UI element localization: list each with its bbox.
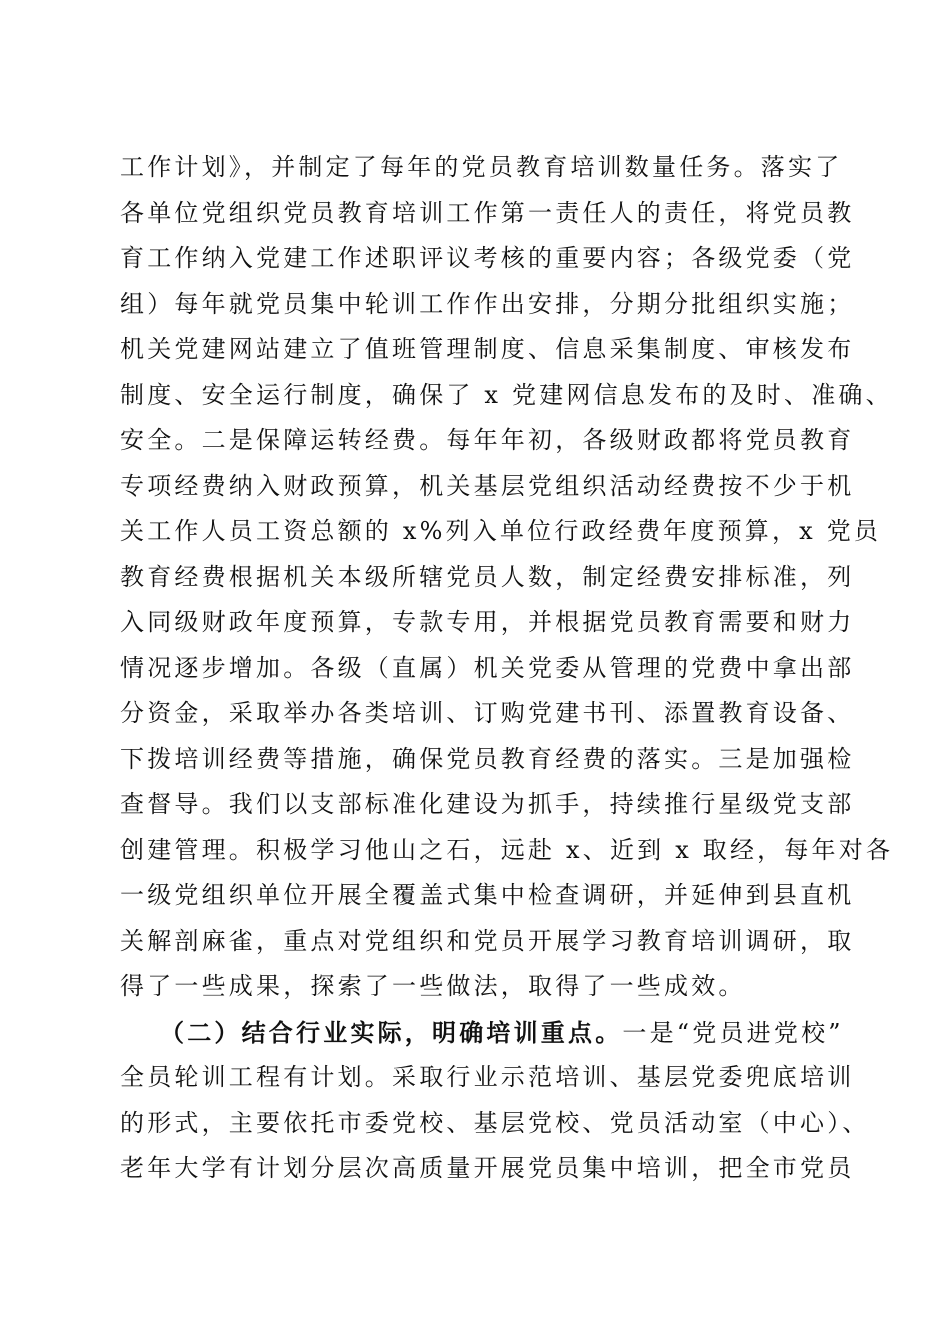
paragraph-line: 安全。二是保障运转经费。每年年初，各级财政都将党员教育 [120,426,855,454]
paragraph-line: 教育经费根据机关本级所辖党员人数，制定经费安排标准，列 [120,562,855,591]
paragraph-line: 各单位党组织党员教育培训工作第一责任人的责任，将党员教 [120,198,855,227]
paragraph-line: 工作计划》，并制定了每年的党员教育培训数量任务。落实了 [120,153,843,181]
paragraph-line: 情况逐步增加。各级（直属）机关党委从管理的党费中拿出部 [120,653,855,682]
paragraph-line: 全员轮训工程有计划。采取行业示范培训、基层党委兜底培训 [120,1063,855,1091]
paragraph-line: 组）每年就党员集中轮训工作作出安排，分期分批组织实施； [120,289,855,318]
paragraph-line: 创建管理。积极学习他山之石，远赴 x、近到 x 取经，每年对各 [120,835,894,864]
paragraph-line: 关工作人员工资总额的 x%列入单位行政经费年度预算，x 党员 [120,517,882,545]
paragraph-line: 制度、安全运行制度，确保了 x 党建网信息发布的及时、准确、 [120,380,893,409]
section-heading-line [120,1010,844,1056]
section-heading: （二）结合行业实际，明确培训重点。 [160,1017,623,1047]
paragraph-line: 分资金，采取举办各类培训、订购党建书刊、添置教育设备、 [120,699,855,727]
paragraph-line: 下拨培训经费等措施，确保党员教育经费的落实。三是加强检 [120,744,855,773]
body-text [120,145,894,1192]
paragraph-line: 育工作纳入党建工作述职评议考核的重要内容；各级党委（党 [120,244,855,272]
paragraph-line: 得了一些成果，探索了一些做法，取得了一些成效。 [120,972,746,1000]
paragraph-line: 专项经费纳入财政预算，机关基层党组织活动经费按不少于机 [120,471,855,500]
paragraph-line: 机关党建网站建立了值班管理制度、信息采集制度、审核发布 [120,335,855,363]
paragraph-line: 关解剖麻雀，重点对党组织和党员开展学习教育培训调研，取 [120,926,855,955]
paragraph-line: 老年大学有计划分层次高质量开展党员集中培训，把全市党员 [120,1154,855,1182]
paragraph-line: 一级党组织单位开展全覆盖式集中检查调研，并延伸到县直机 [120,881,855,909]
paragraph-line: 的形式，主要依托市委党校、基层党校、党员活动室（中心）、 [120,1108,870,1137]
paragraph-line: 查督导。我们以支部标准化建设为抓手，持续推行星级党支部 [120,790,855,818]
paragraph-line: 入同级财政年度预算，专款专用，并根据党员教育需要和财力 [120,608,855,636]
section-heading-rest: 一是“党员进党校” [622,1018,844,1047]
